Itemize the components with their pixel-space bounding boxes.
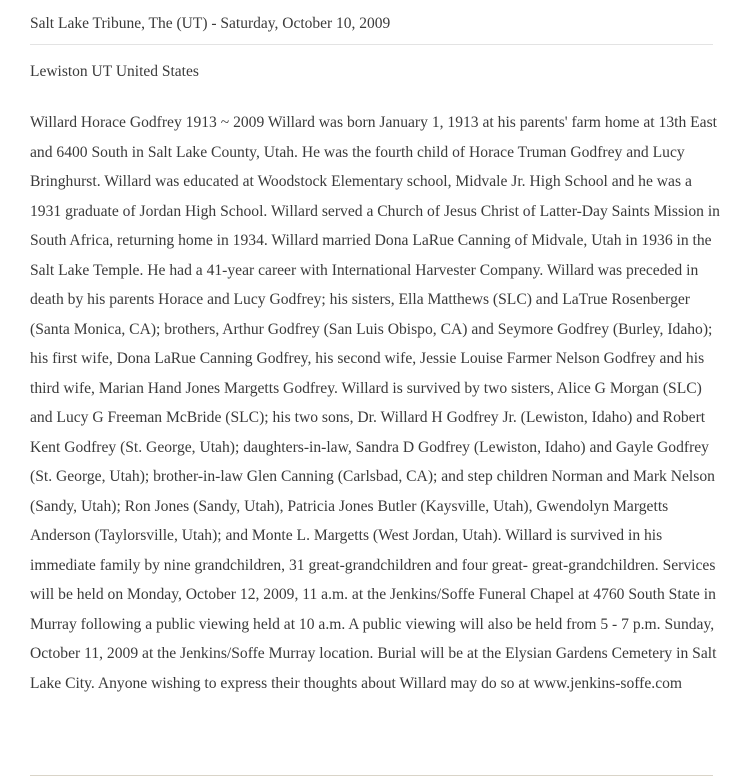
header-divider (30, 44, 713, 45)
location-line: Lewiston UT United States (30, 63, 199, 80)
footer-divider (30, 775, 713, 776)
obituary-article (30, 0, 720, 698)
publication-source: Salt Lake Tribune, The (UT) - Saturday, October 10, 2009 (30, 15, 391, 32)
obituary-body: Willard Horace Godfrey 1913 ~ 2009 Willard was born January 1, 1913 at his parents' farm home at 13th East and 6400 South in Salt Lake County, Utah. He was the fourth child of Horace Truman Godfrey and Lucy Bringhurst. Willard was educated at Woodstock Elementary school, Midvale Jr. High School and he was a 1931 graduate of Jordan High School. Willard served a Church of Jesus Christ of Latter-Day Saints Mission in South Africa, returning home in 1934. Willard married Dona LaRue Canning of Midvale, Utah in 1936 in the Salt Lake Temple. He had a 41-year career with International Harvester Company. Willard was preceded in death by his parents Horace and Lucy Godfrey; his sisters, Ella Matthews (SLC) and LaTrue Rosenberger (Santa Monica, CA); brothers, Arthur Godfrey (San Luis Obispo, CA) and Seymore Godfrey (Burley, Idaho); his first wife, Dona LaRue Canning Godfrey, his second wife, Jessie Louise Farmer Nelson Godfrey and his third wife, Marian Hand Jones Margetts Godfrey. Willard is survived by two sisters, Alice G Morgan (SLC) and Lucy G Freeman McBride (SLC); his two sons, Dr. Willard H Godfrey Jr. (Lewiston, Idaho) and Robert Kent Godfrey (St. George, Utah); daughters-in-law, Sandra D Godfrey (Lewiston, Idaho) and Gayle Godfrey (St. George, Utah); brother-in-law Glen Canning (Carlsbad, CA); and step children Norman and Mark Nelson (Sandy, Utah); Ron Jones (Sandy, Utah), Patricia Jones Butler (Kaysville, Utah), Gwendolyn Margetts Anderson (Taylorsville, Utah); and Monte L. Margetts (West Jordan, Utah). Willard is survived in his immediate family by nine grandchildren, 31 great-grandchildren and four great- great-grandchildren. Services will be held on Monday, October 12, 2009, 11 a.m. at the Jenkins/Soffe Funeral Chapel at 4760 South State in Murray following a public viewing held at 10 a.m. A public viewing will also be held from 5 - 7 p.m. Sunday, October 11, 2009 at the Jenkins/Soffe Murray location. Burial will be at the Elysian Gardens Cemetery in Salt Lake City. Anyone wishing to express their thoughts about Willard may do so at www.jenkins-soffe.com (30, 114, 720, 692)
